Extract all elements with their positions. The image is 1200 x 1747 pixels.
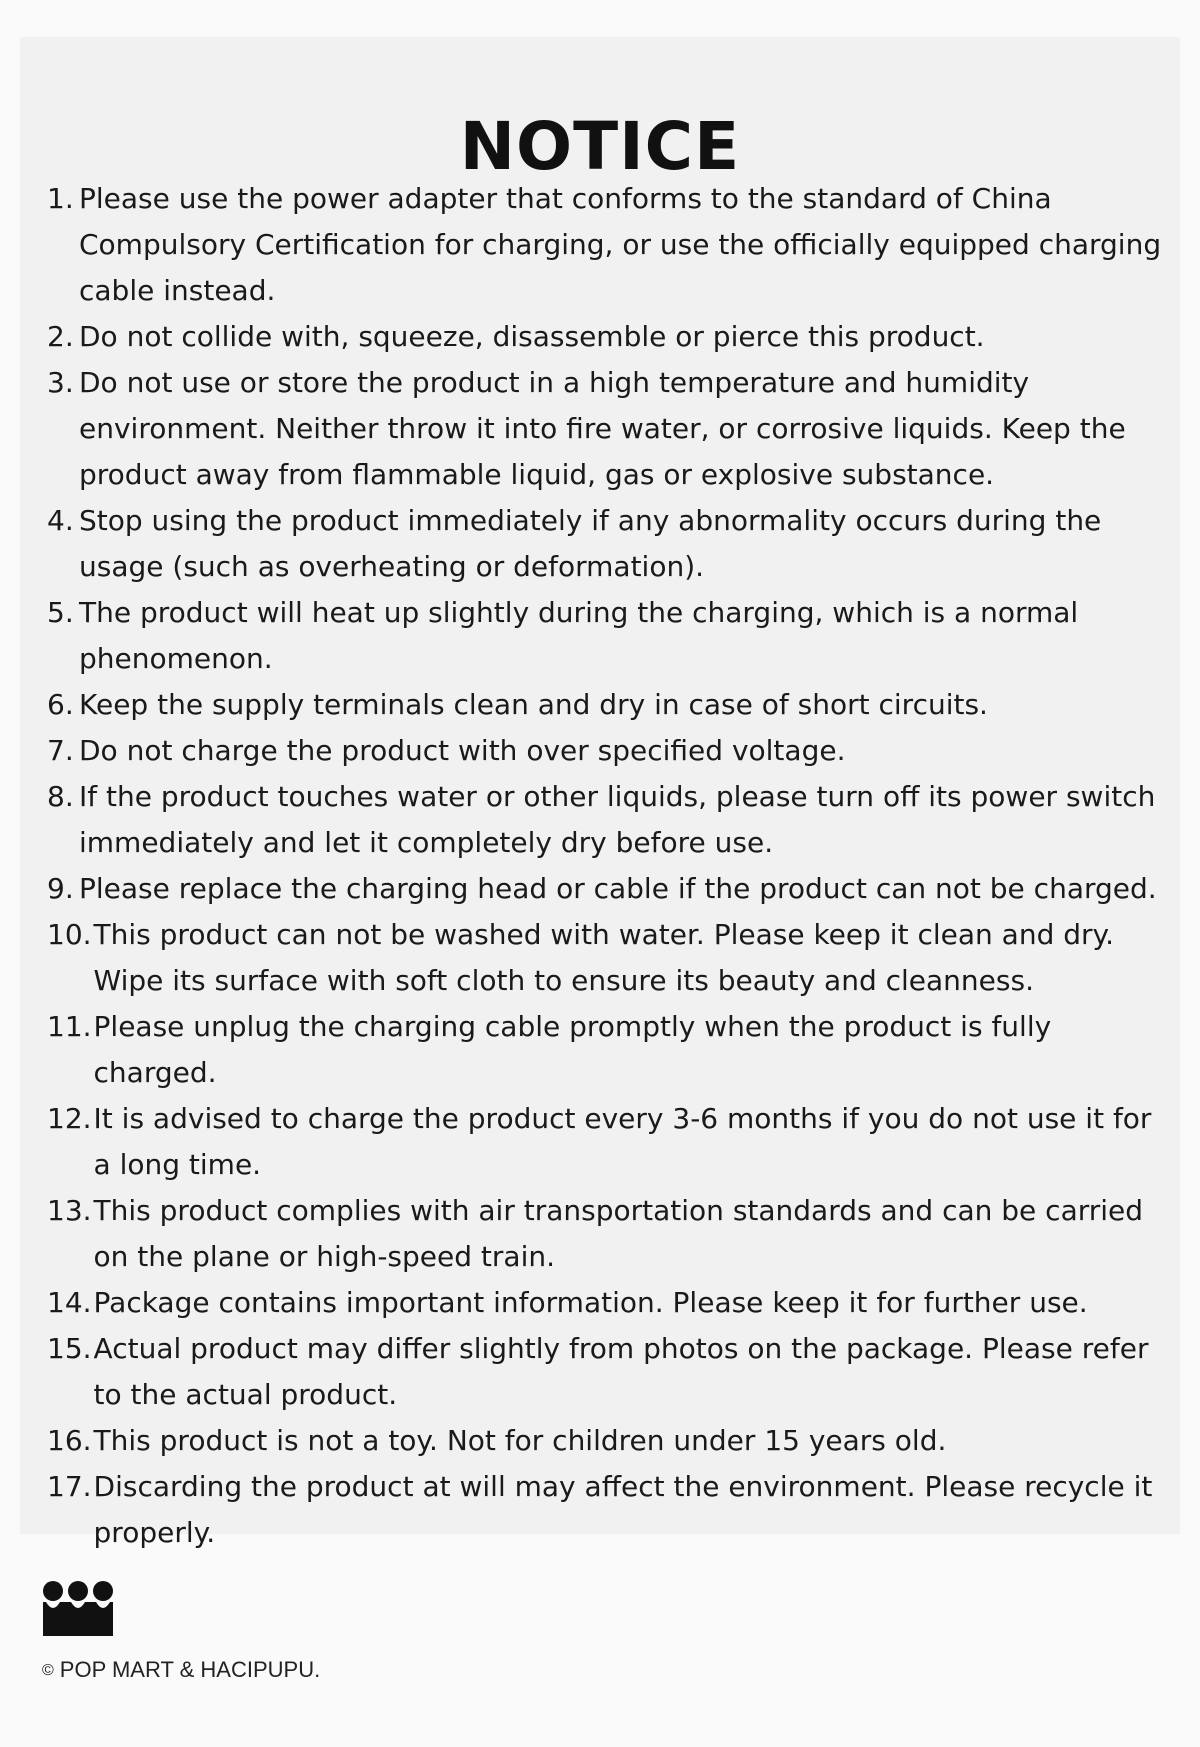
notice-item-number: 9. bbox=[47, 872, 74, 905]
notice-item-text: If the product touches water or other liquids, please turn off its power switch immediately and let it completely dry before use. bbox=[79, 780, 1156, 859]
notice-item-text: This product complies with air transportation standards and can be carried on the plane or high-speed train. bbox=[93, 1194, 1144, 1273]
notice-item bbox=[47, 1464, 1177, 1556]
notice-item bbox=[47, 1280, 1177, 1326]
notice-item bbox=[47, 590, 1177, 682]
notice-item bbox=[47, 728, 1177, 774]
notice-item-text: Please replace the charging head or cable if the product can not be charged. bbox=[79, 872, 1157, 905]
notice-item-text: The product will heat up slightly during the charging, which is a normal phenomenon. bbox=[79, 596, 1079, 675]
notice-item-text: Please use the power adapter that conforms to the standard of China Compulsory Certification for charging, or use the officially equipped charging cable instead. bbox=[79, 182, 1162, 307]
notice-item-number: 13. bbox=[47, 1194, 92, 1227]
notice-item-number: 2. bbox=[47, 320, 74, 353]
notice-item bbox=[47, 360, 1177, 498]
notice-item-text: This product is not a toy. Not for children under 15 years old. bbox=[93, 1424, 947, 1457]
notice-item-number: 17. bbox=[47, 1470, 92, 1503]
notice-item-number: 10. bbox=[47, 918, 92, 951]
copyright-symbol: © bbox=[42, 1662, 54, 1679]
notice-item-number: 14. bbox=[47, 1286, 92, 1319]
notice-item-text: It is advised to charge the product every 3-6 months if you do not use it for a long time. bbox=[93, 1102, 1152, 1181]
notice-item-number: 6. bbox=[47, 688, 74, 721]
notice-item-number: 3. bbox=[47, 366, 74, 399]
notice-item bbox=[47, 682, 1177, 728]
notice-item-text: Keep the supply terminals clean and dry in case of short circuits. bbox=[79, 688, 988, 721]
notice-item bbox=[47, 1096, 1177, 1188]
notice-item bbox=[47, 176, 1177, 314]
notice-item-number: 12. bbox=[47, 1102, 92, 1135]
notice-item-number: 16. bbox=[47, 1424, 92, 1457]
notice-item bbox=[47, 1004, 1177, 1096]
notice-item-number: 5. bbox=[47, 596, 74, 629]
notice-title: NOTICE bbox=[459, 108, 741, 185]
notice-item-text: This product can not be washed with water. Please keep it clean and dry. Wipe its surface with soft cloth to ensure its beauty and cleanness. bbox=[93, 918, 1115, 997]
notice-item bbox=[47, 912, 1177, 1004]
notice-item bbox=[47, 1188, 1177, 1280]
notice-item bbox=[47, 866, 1177, 912]
notice-item-number: 8. bbox=[47, 780, 74, 813]
notice-item-text: Do not charge the product with over specified voltage. bbox=[79, 734, 846, 767]
copyright-text: POP MART & HACIPUPU. bbox=[59, 1657, 321, 1682]
notice-item-number: 1. bbox=[47, 182, 74, 215]
notice-item-text: Actual product may differ slightly from photos on the package. Please refer to the actual product. bbox=[93, 1332, 1149, 1411]
notice-item-text: Do not collide with, squeeze, disassemble or pierce this product. bbox=[79, 320, 985, 353]
copyright bbox=[42, 1655, 320, 1686]
notice-item-text: Package contains important information. Please keep it for further use. bbox=[93, 1286, 1088, 1319]
notice-list bbox=[47, 176, 1177, 1556]
notice-item-number: 11. bbox=[47, 1010, 92, 1043]
notice-item bbox=[47, 1326, 1177, 1418]
notice-item bbox=[47, 498, 1177, 590]
notice-item-number: 15. bbox=[47, 1332, 92, 1365]
notice-item-number: 7. bbox=[47, 734, 74, 767]
notice-item-text: Do not use or store the product in a high temperature and humidity environment. Neither throw it into fire water, or corrosive liquids. Keep the product away from flammable liquid, gas or explosive substance. bbox=[79, 366, 1126, 491]
notice-item bbox=[47, 314, 1177, 360]
notice-item bbox=[47, 774, 1177, 866]
pop-mart-logo-icon bbox=[40, 1580, 116, 1636]
notice-item bbox=[47, 1418, 1177, 1464]
notice-item-text: Stop using the product immediately if any abnormality occurs during the usage (such as overheating or deformation). bbox=[79, 504, 1102, 583]
notice-item-text: Discarding the product at will may affect the environment. Please recycle it properly. bbox=[93, 1470, 1153, 1549]
notice-item-number: 4. bbox=[47, 504, 74, 537]
notice-item-text: Please unplug the charging cable promptly when the product is fully charged. bbox=[93, 1010, 1052, 1089]
